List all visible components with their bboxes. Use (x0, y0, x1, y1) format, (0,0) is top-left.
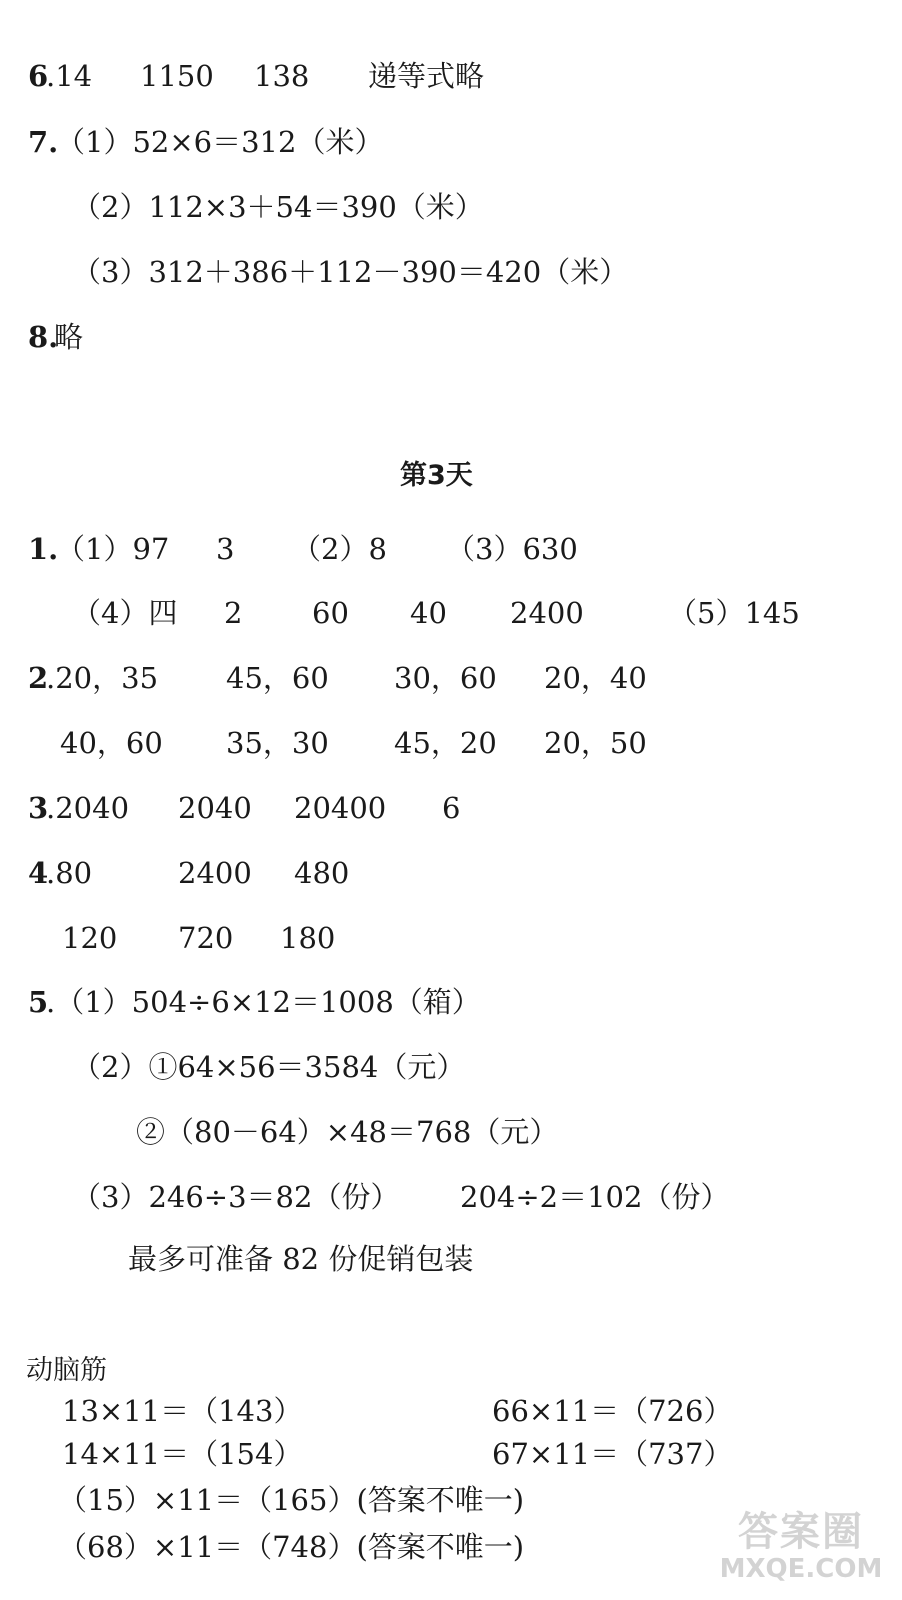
s3-r1-b: 2040 (178, 791, 252, 825)
s1-r2-d: 40 (410, 596, 447, 630)
watermark-logo (716, 1510, 886, 1590)
s1-r1-c: （2）8 (292, 532, 387, 566)
s2-r2-c: 45，20 (394, 726, 497, 760)
s1-r2-b: 2 (224, 596, 243, 630)
brain-line-2b: 67×11＝（737） (492, 1437, 733, 1471)
s2-r2-b: 35，30 (226, 726, 329, 760)
s5-part-2b: ②（80－64）×48＝768（元） (136, 1115, 559, 1149)
brain-line-2a: 14×11＝（154） (62, 1437, 303, 1471)
s1-number: 1. (28, 532, 59, 566)
s1-r2-e: 2400 (510, 596, 584, 630)
s4-r1-c: 480 (294, 856, 350, 890)
s5-number: 5 (28, 985, 49, 1019)
s2-number: 2 (28, 661, 49, 695)
s2-r2-a: 40，60 (60, 726, 163, 760)
s5-part-3b: 204÷2＝102（份） (460, 1180, 730, 1214)
brain-line-4: （68）×11＝（748）(答案不唯一) (58, 1530, 525, 1564)
q6-answer-a: .14 (46, 59, 93, 93)
s3-r1-a: .2040 (46, 791, 130, 825)
watermark-en: MXQE.COM (719, 1554, 883, 1584)
s4-r2-a: 120 (62, 921, 118, 955)
brain-title: 动脑筋 (26, 1355, 107, 1386)
s5-part-1: .（1）504÷6×12＝1008（箱） (46, 985, 481, 1019)
s5-part-3c: 最多可准备 82 份促销包装 (128, 1242, 474, 1276)
q6-number: 6 (28, 59, 49, 93)
q7-part-2: （2）112×3＋54＝390（米） (72, 190, 484, 224)
watermark-cn: 答案圈 (738, 1509, 864, 1555)
q6-answer-c: 138 (254, 59, 310, 93)
s4-r1-a: .80 (46, 856, 93, 890)
brain-line-1b: 66×11＝（726） (492, 1394, 733, 1428)
s1-r1-b: 3 (216, 532, 235, 566)
s2-r1-b: 45，60 (226, 661, 329, 695)
s3-r1-c: 20400 (294, 791, 387, 825)
brain-line-3: （15）×11＝（165）(答案不唯一) (58, 1483, 525, 1517)
q6-answer-b: 1150 (140, 59, 214, 93)
s1-r2-f: （5）145 (668, 596, 800, 630)
s5-part-3a: （3）246÷3＝82（份） (72, 1180, 400, 1214)
s1-r1-a: （1）97 (56, 532, 170, 566)
s4-r2-c: 180 (280, 921, 336, 955)
q6-answer-d: 递等式略 (368, 59, 485, 93)
q8-answer: 略 (54, 320, 84, 354)
brain-line-1a: 13×11＝（143） (62, 1394, 303, 1428)
q7-number: 7. (28, 125, 59, 159)
section-title: 第3天 (400, 460, 473, 491)
s4-r1-b: 2400 (178, 856, 252, 890)
s1-r2-c: 60 (312, 596, 349, 630)
s2-r2-d: 20，50 (544, 726, 647, 760)
q8-number: 8. (28, 320, 59, 354)
s4-r2-b: 720 (178, 921, 234, 955)
q7-part-3: （3）312＋386＋112－390＝420（米） (72, 255, 629, 289)
s2-r1-d: 20，40 (544, 661, 647, 695)
s1-r2-a: （4）四 (72, 596, 178, 630)
s2-r1-c: 30，60 (394, 661, 497, 695)
s5-part-2: （2）①64×56＝3584（元） (72, 1050, 466, 1084)
s3-number: 3 (28, 791, 49, 825)
s1-r1-d: （3）630 (446, 532, 578, 566)
s4-number: 4 (28, 856, 49, 890)
q7-part-1: （1）52×6＝312（米） (56, 125, 384, 159)
s2-r1-a: .20，35 (46, 661, 159, 695)
s3-r1-d: 6 (442, 791, 461, 825)
